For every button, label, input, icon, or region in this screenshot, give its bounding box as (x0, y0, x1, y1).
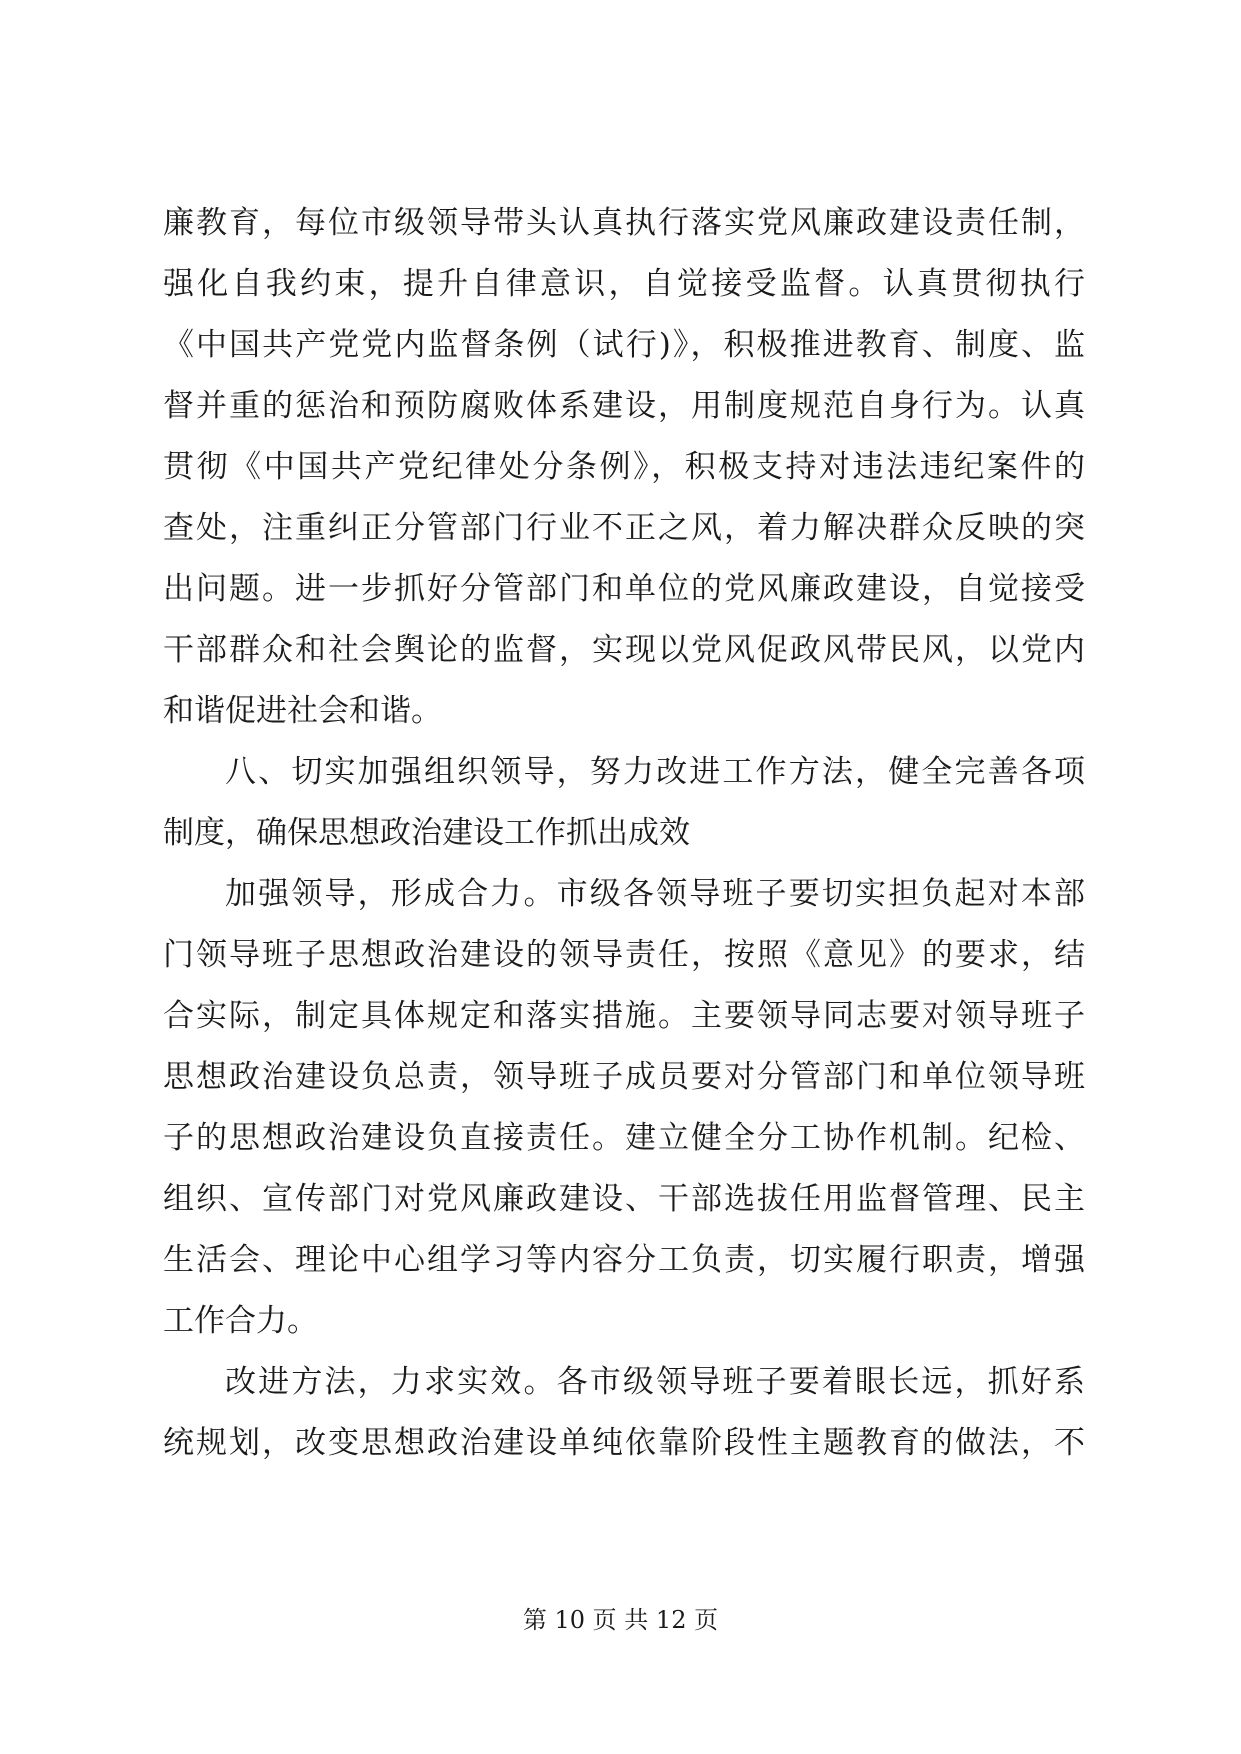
text-line: 思想政治建设负总责，领导班子成员要对分管部门和单位领导班 (163, 1059, 1085, 1095)
text-line: 工作合力。 (163, 1303, 318, 1339)
text-line: 强化自我约束，提升自律意识，自觉接受监督。认真贯彻执行 (163, 266, 1085, 302)
text-line: 子的思想政治建设负直接责任。建立健全分工协作机制。纪检、 (163, 1120, 1085, 1156)
text-line: 督并重的惩治和预防腐败体系建设，用制度规范自身行为。认真 (163, 388, 1085, 424)
text-line: 干部群众和社会舆论的监督，实现以党风促政风带民风，以党内 (163, 632, 1085, 668)
text-line: 生活会、理论中心组学习等内容分工负责，切实履行职责，增强 (163, 1242, 1085, 1278)
text-line: 门领导班子思想政治建设的领导责任，按照《意见》的要求，结 (163, 937, 1085, 973)
text-line: 查处，注重纠正分管部门行业不正之风，着力解决群众反映的突 (163, 510, 1085, 546)
section-heading-line: 制度，确保思想政治建设工作抓出成效 (163, 815, 690, 851)
text-line: 出问题。进一步抓好分管部门和单位的党风廉政建设，自觉接受 (163, 571, 1085, 607)
text-line: 统规划，改变思想政治建设单纯依靠阶段性主题教育的做法，不 (163, 1425, 1085, 1461)
text-line: 廉教育，每位市级领导带头认真执行落实党风廉政建设责任制， (163, 205, 1085, 241)
text-line: 《中国共产党党内监督条例（试行)》，积极推进教育、制度、监 (163, 327, 1085, 363)
text-line: 合实际，制定具体规定和落实措施。主要领导同志要对领导班子 (163, 998, 1085, 1034)
text-line: 和谐促进社会和谐。 (163, 693, 442, 729)
text-line: 组织、宣传部门对党风廉政建设、干部选拔任用监督管理、民主 (163, 1181, 1085, 1217)
text-line: 加强领导，形成合力。市级各领导班子要切实担负起对本部 (225, 876, 1085, 912)
text-line: 改进方法，力求实效。各市级领导班子要着眼长远，抓好系 (225, 1364, 1085, 1400)
page-number-footer: 第 10 页 共 12 页 (522, 1606, 719, 1634)
text-line: 贯彻《中国共产党纪律处分条例》，积极支持对违法违纪案件的 (163, 449, 1085, 485)
section-heading-line: 八、切实加强组织领导，努力改进工作方法，健全完善各项 (225, 754, 1085, 790)
document-body (163, 193, 1085, 1474)
